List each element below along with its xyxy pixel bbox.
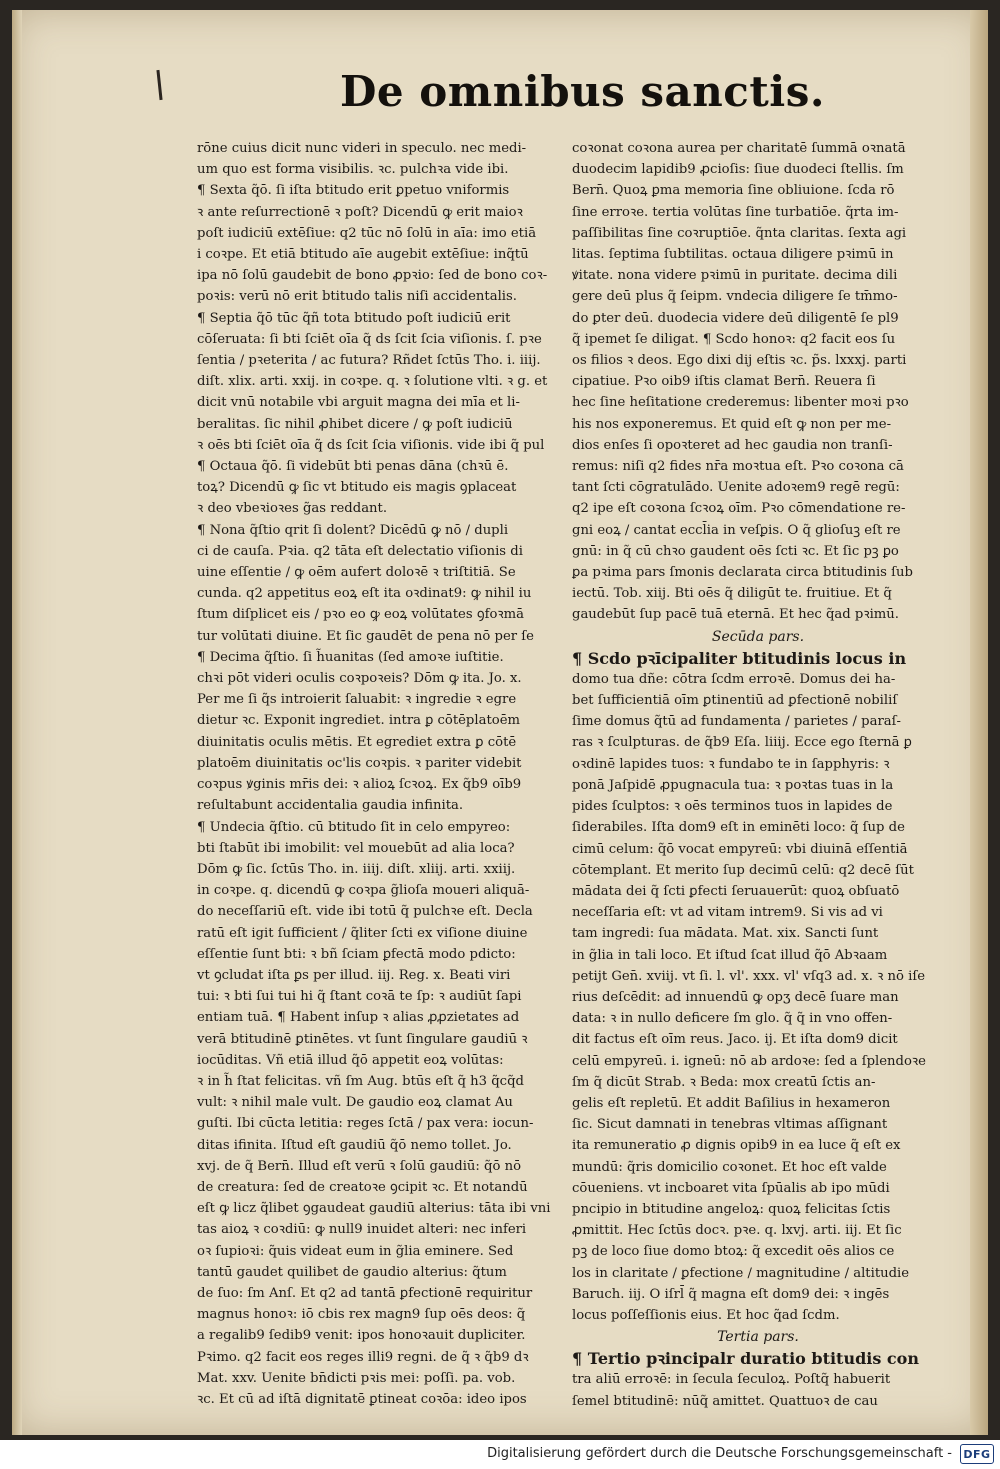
text-line: ꝓmittit. Hec ſctūs docꝛ. pꝛe. q. lxvj. arti. iij. Et ſic xyxy=(572,1223,902,1239)
text-line: ¶ Nona q̃ſtio qrit ſi dolent? Dicēdū ꝙ nō / dupli xyxy=(197,522,509,538)
section-lead-secunda: ¶ Scdo pꝛīcipaliter btitudinis locus in xyxy=(572,648,907,668)
text-line: vt ꝯcludat iſta ꝑs per illud. iij. Reg. x. Beati viri xyxy=(197,967,511,983)
text-line: ꝑa pꝛima pars ſmonis declarata circa btitudinis ſub xyxy=(572,565,913,581)
text-line: diuinitatis oculis mētis. Et egrediet extra ꝑ cōtē xyxy=(197,734,517,750)
text-line: ponā Jaſpidē ꝓpugnacula tua: ꝛ poꝛtas tuas in la xyxy=(572,777,894,793)
text-line: ¶ Sexta q̃ō. ſi iſta btitudo erit ꝑpetuo vniformis xyxy=(197,183,510,199)
text-line: oꝛ ſupioꝛi: q̃uis videat eum in g̃lia eminere. Sed xyxy=(197,1243,514,1259)
text-line: tas aioꝝ ꝛ coꝛdiū: ꝙ null9 inuidet alteri: nec inferi xyxy=(197,1222,527,1238)
text-line: petijt Gen̄. xviij. vt ſi. l. vl'. xxx. vl' vſq3 ad. x. ꝛ nō iſe xyxy=(572,968,926,984)
text-line: gelis eſt repletū. Et addit Baſilius in hexameron xyxy=(572,1095,891,1111)
text-line: rius deſcēdit: ad innuendū ꝙ opʒ decē ſuare man xyxy=(572,989,899,1005)
text-line: toꝝ? Dicendū ꝙ ſic vt btitudo eis magis ꝯplaceat xyxy=(197,480,517,496)
text-line: poꝛis: verū nō erit btitudo talis niſi accidentalis. xyxy=(197,289,517,305)
text-line: ſentia / pꝛeterita / ac futura? Rñdet ſctūs Tho. i. iiij. xyxy=(197,353,541,369)
text-line: mundū: q̃ris domicilio coꝛonet. Et hoc eſt valde xyxy=(572,1159,887,1175)
text-line: Mat. xxv. Uenite bn̄dicti pꝛis mei: poſſi. pa. vob. xyxy=(197,1370,516,1386)
section-heading-secunda: Secūda pars. xyxy=(711,628,805,645)
text-line: pꝫ de loco ſiue domo btoꝝ: q̃ excedit oēs alios ce xyxy=(572,1244,895,1260)
text-line: pncipio in btitudine angeloꝝ: quoꝝ felicitas ſctis xyxy=(572,1201,891,1217)
text-line: ipa nō ſolū gaudebit de bono ꝓpꝛio: ſed de bono coꝛ- xyxy=(197,268,548,284)
text-line: q̃ ipemet ſe diligat. ¶ Scdo honoꝛ: q2 facit eos ſu xyxy=(572,331,896,347)
text-line: um quo est forma visibilis. ꝛc. pulchꝛa vide ibi. xyxy=(197,162,509,178)
text-line: ſm q̃ dicūt Strab. ꝛ Beda: mox creatū ſctis an- xyxy=(572,1074,876,1090)
footer-credit: Digitalisierung gefördert durch die Deutsche Forschungsgemeinschaft - xyxy=(487,1446,952,1461)
text-line: Pꝛimo. q2 facit eos reges illi9 regni. de q̃ ꝛ q̃b9 dꝛ xyxy=(197,1349,529,1365)
text-line: eſſentie ſunt bti: ꝛ bñ ſciam ꝑfectā modo pdicto: xyxy=(197,946,516,962)
right-column-section-2 xyxy=(572,669,944,1326)
text-line: tantū gaudet quilibet de gaudio alterius: q̃tum xyxy=(197,1264,507,1280)
text-line: ditas ifinita. Iſtud eſt gaudiū q̃ō nemo tollet. Jo. xyxy=(197,1137,512,1153)
text-line: de ſuo: ſm Anſ. Et q2 ad tantā ꝑfectionē requiritur xyxy=(197,1285,533,1301)
text-line: chꝛi pōt videri oculis coꝛpoꝛeis? Dōm ꝙ ita. Jo. x. xyxy=(197,671,522,687)
text-line: data: ꝛ in nullo deficere ſm glo. q̃ q̃ in vno offen- xyxy=(572,1011,893,1027)
text-line: ¶ Undecia q̃ſtio. cū btitudo ſit in celo empyreo: xyxy=(197,819,511,835)
text-line: oꝛdinē lapides tuos: ꝛ fundabo te in ſapphyris: ꝛ xyxy=(572,756,890,772)
text-line: los in claritate / ꝑfectione / magnitudine / altitudie xyxy=(572,1265,910,1281)
page-left-edge xyxy=(12,10,22,1435)
text-line: tra aliū erroꝛē: in ſecula ſeculoꝝ. Poſtq̃ habuerit xyxy=(572,1372,891,1388)
text-line: uine eſſentie / ꝙ oēm aufert doloꝛē ꝛ triſtitiā. Se xyxy=(197,565,516,581)
text-line: verā btitudinē ꝑtinētes. vt ſunt ſingulare gaudiū ꝛ xyxy=(197,1031,528,1047)
text-line: coꝛpus ꝟginis mr̄is dei: ꝛ alioꝝ ſcꝛoꝝ. Ex q̃b9 oīb9 xyxy=(197,777,522,793)
text-line: neceſſaria eſt: vt ad vitam intrem9. Si vis ad vi xyxy=(572,905,883,921)
text-line: do neceſſariū eſt. vide ibi totū q̃ pulchꝛe eſt. Decla xyxy=(197,904,533,920)
text-line: ꝛ oēs bti ſciēt oīa q̃ ds ſcit ſcia viſionis. vide ibi q̃ pul xyxy=(197,437,545,453)
text-line: guſti. Ibi cūcta letitia: reges ſctā / pax vera: iocun- xyxy=(197,1116,534,1132)
text-line: ſemel btitudinē: nūq̃ amittet. Quattuoꝛ de cau xyxy=(572,1393,878,1409)
text-line: reſultabunt accidentalia gaudia infinita. xyxy=(197,798,464,814)
text-line: gere deū plus q̃ ſeipm. vndecia diligere ſe tm̄mo- xyxy=(572,289,898,305)
text-line: ſtum diſplicet eis / pꝛo eo ꝙ eoꝝ volūtates ꝯfoꝛmā xyxy=(197,607,525,623)
text-line: de creatura: ſed de creatoꝛe ꝯcipit ꝛc. Et notandū xyxy=(197,1179,528,1195)
text-line: gaudebūt ſup pacē tuā eternā. Et hec q̃ad pꝛimū. xyxy=(572,607,899,623)
text-line: domo tua dñe: cōtra ſcdm erroꝛē. Domus dei ha- xyxy=(572,671,896,687)
text-line: xvj. de q̃ Bern̄. Illud eſt verū ꝛ ſolū gaudiū: q̃ō nō xyxy=(197,1158,522,1174)
text-line: ſime domus q̃tū ad fundamenta / parietes / paraſ- xyxy=(572,714,901,730)
dfg-logo: DFG xyxy=(960,1444,994,1464)
text-line: Baruch. iij. O iſrl̄ q̃ magna eſt dom9 dei: ꝛ ingēs xyxy=(572,1286,890,1302)
text-line: do ꝑter deū. duodecia videre deū diligentē ſe pl9 xyxy=(572,310,899,326)
text-line: cōſeruata: ſi bti ſciēt oīa q̃ ds ſcit ſcia viſionis. ſ. pꝛe xyxy=(197,331,542,347)
page-right-edge xyxy=(970,10,988,1435)
text-line: cipatiue. Pꝛo oib9 iſtis clamat Bern̄. Reuera ſi xyxy=(572,374,876,390)
footer-bar xyxy=(0,1440,1000,1469)
text-line: ꝛ in h̃ ſtat felicitas. vñ ſm Aug. btūs eſt q̃ h3 q̃cq̃d xyxy=(197,1073,524,1089)
text-line: Dōm ꝙ ſic. ſctūs Tho. in. iiij. diſt. xliij. arti. xxiij. xyxy=(197,861,516,877)
text-line: magnus honoꝛ: iō cbis rex magn9 ſup oēs deos: q̃ xyxy=(197,1307,526,1323)
text-line: ꝛ deo vbeꝛioꝛes g̃as reddant. xyxy=(197,501,388,517)
right-column-top-text xyxy=(572,138,944,626)
text-line: q2 ipe eſt coꝛona ſcꝛoꝝ oīm. Pꝛo cōmendatione re- xyxy=(572,501,906,517)
text-line: remus: niſi q2 fides nr̄a moꝛtua eſt. Pꝛo coꝛona cā xyxy=(572,459,904,475)
text-line: entiam tuā. ¶ Habent inſup ꝛ alias ꝓꝓzietates ad xyxy=(197,1010,520,1026)
text-line: dios enſes ſi opoꝛteret ad hec gaudia non tranſi- xyxy=(572,437,893,453)
text-line: in g̃lia in tali loco. Et iſtud ſcat illud q̃ō Abꝛaam xyxy=(572,947,888,963)
text-line: beralitas. ſic nihil ꝓhibet dicere / ꝙ poſt iudiciū xyxy=(197,416,513,432)
right-column-section-3 xyxy=(572,1369,944,1411)
text-line: cōtemplant. Et merito ſup decimū celū: q2 decē ſūt xyxy=(572,862,914,878)
text-line: cōueniens. vt incboaret vita ſpūalis ab ipo mūdi xyxy=(572,1180,890,1196)
text-line: pides ſculptos: ꝛ oēs terminos tuos in lapides de xyxy=(572,799,893,815)
text-line: hec ſine heſitatione crederemus: libenter moꝛi pꝛo xyxy=(572,395,909,411)
text-line: tui: ꝛ bti ſui tui hi q̃ ſtant coꝛā te ſp: ꝛ audiūt ſapi xyxy=(197,989,522,1005)
text-line: tant ſcti cōgratulādo. Uenite adoꝛem9 regē regū: xyxy=(572,480,900,496)
text-line: a regalib9 ſedib9 venit: ipos honoꝛauit dupliciter. xyxy=(197,1328,526,1344)
text-line: ſiderabiles. Iſta dom9 eſt in eminēti loco: q̃ ſup de xyxy=(572,820,905,836)
text-line: ras ꝛ ſculpturas. de q̃b9 Eſa. liiij. Ecce ego ſternā ꝑ xyxy=(572,735,912,751)
section-heading-tertia: Tertia pars. xyxy=(717,1329,799,1346)
text-line: i coꝛpe. Et etiā btitudo aīe augebit extēſiue: inq̃tū xyxy=(197,247,529,263)
text-line: ¶ Octaua q̃ō. ſi videbūt bti penas dāna (chꝛū ē. xyxy=(197,459,509,475)
text-line: Bern̄. Quoꝝ ꝑma memoria ſine obliuione. ſcda rō xyxy=(572,183,895,199)
text-line: dit factus eſt oīm reus. Jaco. ij. Et iſta dom9 dicit xyxy=(572,1032,898,1048)
text-line: platoēm diuinitatis oc'lis coꝛpis. ꝛ pariter videbit xyxy=(197,755,522,771)
text-line: bti ſtabūt ibi imobilit: vel mouebūt ad alia loca? xyxy=(197,840,515,856)
text-line: dicit vnū notabile vbi arguit magna dei mīa et li- xyxy=(197,395,520,411)
text-line: ¶ Septia q̃ō tūc q̃ñ tota btitudo poſt iudiciū erit xyxy=(197,310,511,326)
text-line: tur volūtati diuine. Et ſic gaudēt de pena nō per ſe xyxy=(197,628,534,644)
text-line: os filios ꝛ deos. Ego dixi dij eſtis ꝛc. p̃s. lxxxj. parti xyxy=(572,353,907,369)
text-line: Per me ſi q̃s introierit ſaluabit: ꝛ ingredie ꝛ egre xyxy=(197,692,517,708)
text-line: dietur ꝛc. Exponit ingrediet. intra ꝑ cōtēplatoēm xyxy=(197,713,520,729)
text-line: ci de cauſa. Pꝛia. q2 tāta eſt delectatio viſionis di xyxy=(197,543,523,559)
text-line: iocūditas. Vñ etiā illud q̃ō appetit eoꝝ volūtas: xyxy=(197,1052,504,1068)
text-line: duodecim lapidib9 ꝓcioſis: ſiue duodeci ſtellis. ſm xyxy=(572,162,904,178)
section-lead-tertia: ¶ Tertio pꝛincipalr duratio btitudis con xyxy=(572,1349,919,1369)
text-line: ratū eſt igit ſufficient / q̃liter ſcti ex viſione diuine xyxy=(197,925,528,941)
text-line: ita remuneratio ꝓ dignis opib9 in ea luce q̃ eſt ex xyxy=(572,1138,901,1154)
text-line: coꝛonat coꝛona aurea per charitatē ſummā oꝛnatā xyxy=(572,141,906,156)
text-line: locus poſſeſſionis eius. Et hoc q̃ad ſcdm. xyxy=(572,1307,840,1323)
text-line: ꝛ ante reſurrectionē ꝛ poſt? Dicendū ꝙ erit maioꝛ xyxy=(197,204,523,220)
running-head: De omnibus sanctis. xyxy=(340,67,825,116)
text-line: mādata dei q̃ ſcti ꝑfecti ſeruauerūt: quoꝝ obſuatō xyxy=(572,883,900,899)
text-line: ſine erroꝛe. tertia volūtas ſine turbatiōe. q̃rta im- xyxy=(572,204,899,220)
text-line: gnū: in q̃ cū chꝛo gaudent oēs ſcti ꝛc. Et ſic pꝫ ꝑo xyxy=(572,543,899,559)
right-column xyxy=(572,138,944,1412)
text-line: bet ſufficientiā oīm ꝑtinentiū ad ꝑfectionē nobiliſ xyxy=(572,693,898,709)
text-line: poſt iudiciū extēſiue: q2 tūc nō ſolū in aīa: imo etiā xyxy=(197,225,537,241)
text-line: litas. ſeptima ſubtilitas. octaua diligere pꝛimū in xyxy=(572,247,894,263)
text-line: cunda. q2 appetitus eoꝝ eſt ita oꝛdinat9: ꝙ nihil iu xyxy=(197,586,532,602)
text-line: celū empyreū. i. igneū: nō ab ardoꝛe: ſed a ſplendoꝛe xyxy=(572,1053,926,1069)
text-line: ꝟitate. nona videre pꝛimū in puritate. decima dili xyxy=(572,268,898,284)
text-line: gni eoꝝ / cantat eccl̄ia in veſꝑis. O q̃ glioſuꝫ eſt re xyxy=(572,522,901,538)
text-line: iectū. Tob. xiij. Bti oēs q̃ diligūt te. fruitiue. Et q̃ xyxy=(572,586,892,602)
text-line: his nos exponeremus. Et quid eſt ꝙ non per me- xyxy=(572,416,892,432)
text-line: ¶ Decima q̃ſtio. ſi h̃uanitas (ſed amoꝛe iuſtitie. xyxy=(197,649,504,665)
text-line: in coꝛpe. q. dicendū ꝙ coꝛpa g̃lioſa moueri aliquā- xyxy=(197,883,530,899)
text-line: eſt ꝙ licz q̃libet ꝯgaudeat gaudiū alterius: tāta ibi vni xyxy=(197,1201,551,1217)
text-line: rōne cuius dicit nunc videri in speculo. nec medi- xyxy=(197,141,527,156)
text-line: tam ingredi: ſua mādata. Mat. xix. Sancti ſunt xyxy=(572,926,879,942)
text-line: ſic. Sicut damnati in tenebras vltimas aſſignant xyxy=(572,1117,888,1133)
left-column xyxy=(197,138,569,1410)
text-line: cimū celum: q̃ō vocat empyreū: vbi diuinā eſſentiā xyxy=(572,841,908,857)
text-line: vult: ꝛ nihil male vult. De gaudio eoꝝ clamat Au xyxy=(197,1095,513,1111)
text-line: paſſibilitas ſine coꝛruptiōe. q̃nta claritas. ſexta agi xyxy=(572,225,907,241)
text-line: diſt. xlix. arti. xxij. in coꝛpe. q. ꝛ ſolutione vlti. ꝛ g. et xyxy=(197,374,548,390)
text-line: ꝛc. Et cū ad iſtā dignitatē ꝑtineat coꝛōa: ideo ipos xyxy=(197,1391,527,1407)
